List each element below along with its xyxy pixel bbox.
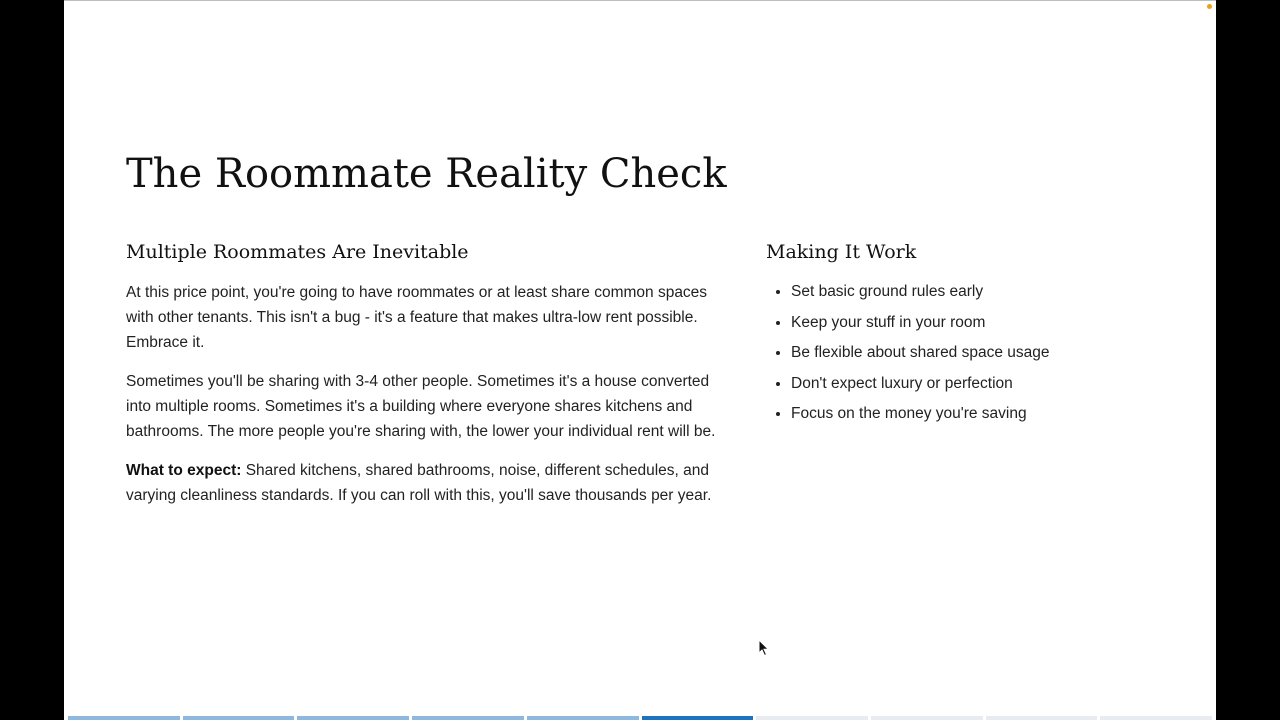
- list-item: • Don't expect luxury or perfection: [791, 372, 1166, 396]
- right-column: [766, 238, 1166, 433]
- list-item: • Focus on the money you're saving: [791, 402, 1166, 426]
- list-item: • Be flexible about shared space usage: [791, 341, 1166, 365]
- list-item: • Set basic ground rules early: [791, 280, 1166, 304]
- progress-segment[interactable]: [412, 716, 524, 720]
- status-dot-icon: [1207, 4, 1212, 9]
- list-item: • Keep your stuff in your room: [791, 311, 1166, 335]
- progress-segment[interactable]: [986, 716, 1098, 720]
- progress-segment[interactable]: [871, 716, 983, 720]
- mouse-pointer-icon: [758, 639, 770, 657]
- progress-segment[interactable]: [642, 716, 754, 720]
- progress-segment[interactable]: [297, 716, 409, 720]
- left-heading: Multiple Roommates Are Inevitable: [126, 241, 469, 263]
- expect-label: What to expect:: [126, 462, 242, 479]
- expect-text: Shared kitchens, shared bathrooms, noise, different schedules, and varying cleanliness standards. If you can roll with this, you'll save thousands per year.: [126, 462, 712, 504]
- paragraph: Sometimes you'll be sharing with 3-4 other people. Sometimes it's a house converted into multiple rooms. Sometimes it's a building where everyone shares kitchens and bathrooms. The more people you're sharing with, the lower your individual rent will be.: [126, 373, 716, 440]
- progress-segment[interactable]: [1100, 716, 1212, 720]
- presentation-slide: [64, 0, 1216, 720]
- progress-segment[interactable]: [183, 716, 295, 720]
- progress-segment[interactable]: [68, 716, 180, 720]
- right-heading: Making It Work: [766, 241, 917, 263]
- progress-segment[interactable]: [527, 716, 639, 720]
- progress-segment[interactable]: [756, 716, 868, 720]
- expectation-paragraph: [126, 458, 726, 508]
- left-column: [126, 238, 726, 522]
- top-border: [64, 0, 1216, 1]
- paragraph: At this price point, you're going to have roommates or at least share common spaces with other tenants. This isn't a bug - it's a feature that makes ultra-low rent possible. Embrace it.: [126, 284, 708, 351]
- slide-progress-bar[interactable]: [64, 716, 1216, 720]
- tips-list: [766, 280, 1166, 426]
- slide-title: The Roommate Reality Check: [126, 151, 727, 197]
